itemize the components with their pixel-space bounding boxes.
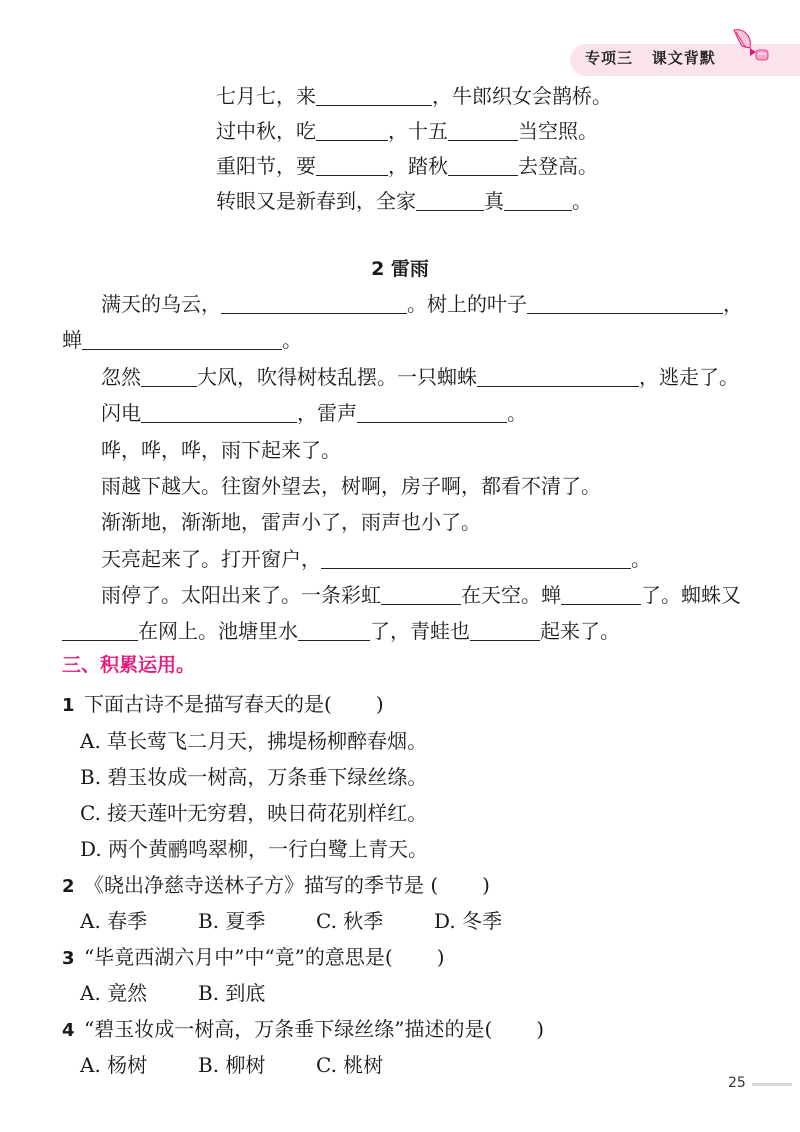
option: B. 碧玉妆成一树高，万条垂下绿丝绦。 — [80, 765, 428, 789]
options-row — [80, 907, 552, 935]
blank[interactable] — [316, 85, 432, 106]
question-4: 4 “碧玉妆成一树高，万条垂下绿丝绦”描述的是( ) — [62, 1017, 545, 1041]
question-3: 3 “毕竟西湖六月中”中“竟”的意思是( ) — [62, 945, 445, 969]
blank[interactable] — [504, 190, 572, 211]
page-number: 25 — [728, 1075, 746, 1091]
blank[interactable] — [316, 155, 388, 176]
option: C. 接天莲叶无穷碧，映日荷花别样红。 — [80, 801, 428, 825]
blank[interactable] — [416, 190, 484, 211]
lesson-line-6: 雨越下越大。往窗外望去，树啊，房子啊，都看不清了。 — [101, 474, 601, 498]
lesson-line-1: 满天的乌云， 。树上的叶子 ， — [101, 292, 743, 316]
question-1: 1 下面古诗不是描写春天的是( ) — [62, 692, 384, 716]
blank[interactable] — [82, 329, 282, 350]
option: A. 春季 — [80, 909, 148, 933]
blank[interactable] — [561, 584, 641, 605]
blank[interactable] — [448, 155, 518, 176]
blank[interactable] — [298, 620, 370, 641]
lesson-line-5: 哗，哗，哗，雨下起来了。 — [101, 438, 341, 462]
blank[interactable] — [357, 402, 507, 423]
header-label — [585, 47, 716, 68]
poem-line-3: 重阳节，要 ，踏秋 去登高。 — [216, 154, 598, 178]
lesson-line-7: 渐渐地，渐渐地，雷声小了，雨声也小了。 — [101, 510, 481, 534]
section-heading: 三、积累运用。 — [62, 654, 196, 676]
blank[interactable] — [221, 293, 407, 314]
option: C. 秋季 — [316, 909, 384, 933]
question-2: 2 《晓出净慈寺送林子方》描写的季节是 ( ) — [62, 873, 490, 897]
poem-line-4: 转眼又是新春到，全家 真 。 — [216, 189, 592, 213]
option: A. 竟然 — [80, 981, 148, 1005]
lesson-title: 2 雷雨 — [371, 258, 429, 280]
blank[interactable] — [470, 620, 540, 641]
poem-line-1: 七月七，来 ，牛郎织女会鹊桥。 — [216, 84, 612, 108]
option: A. 杨树 — [80, 1053, 148, 1077]
option: B. 到底 — [198, 981, 266, 1005]
topic-label: 课文背默 — [651, 49, 716, 67]
page-rule — [752, 1083, 792, 1086]
option: D. 两个黄鹂鸣翠柳，一行白鹭上青天。 — [80, 837, 429, 861]
blank[interactable] — [321, 548, 631, 569]
blank[interactable] — [316, 120, 388, 141]
lesson-line-2: 蝉 。 — [62, 328, 302, 352]
blank[interactable] — [448, 120, 518, 141]
option: C. 桃树 — [316, 1053, 384, 1077]
blank[interactable] — [527, 293, 723, 314]
blank[interactable] — [62, 620, 138, 641]
section-label: 专项三 — [585, 49, 634, 67]
blank[interactable] — [141, 402, 297, 423]
poem-line-2: 过中秋，吃 ，十五 当空照。 — [216, 119, 598, 143]
option: D. 冬季 — [434, 909, 503, 933]
lesson-line-8: 天亮起来了。打开窗户， 。 — [101, 547, 651, 571]
lesson-line-9: 雨停了。太阳出来了。一条彩虹 在天空。蝉 了。蜘蛛又 — [101, 583, 741, 607]
lesson-line-3: 忽然 大风，吹得树枝乱摆。一只蜘蛛 ，逃走了。 — [101, 365, 739, 389]
lesson-line-10: 在网上。池塘里水 了，青蛙也 起来了。 — [62, 617, 620, 645]
feather-pen-icon — [730, 26, 770, 62]
option: B. 柳树 — [198, 1053, 266, 1077]
options-row — [80, 979, 316, 1007]
option: A. 草长莺飞二月天，拂堤杨柳醉春烟。 — [80, 729, 428, 753]
blank[interactable] — [381, 584, 461, 605]
options-row — [80, 1051, 434, 1079]
option: B. 夏季 — [198, 909, 266, 933]
blank[interactable] — [477, 366, 639, 387]
blank[interactable] — [141, 366, 197, 387]
lesson-line-4: 闪电 ，雷声 。 — [101, 401, 527, 425]
